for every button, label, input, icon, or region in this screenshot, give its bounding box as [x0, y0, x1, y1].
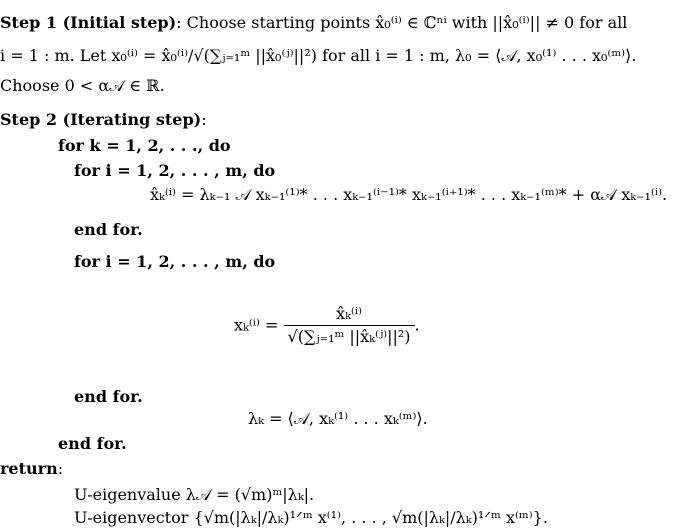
for-i-loop-2: for i = 1, 2, . . . , m, do [74, 252, 276, 271]
step1-line3: Choose 0 < α𝒜 ∈ ℝ. [0, 76, 165, 95]
norm-lhs: xₖ⁽ⁱ⁾ = [234, 315, 279, 335]
end-for-1: end for. [74, 220, 143, 239]
for-i-loop-1: for i = 1, 2, . . . , m, do [74, 161, 276, 180]
fraction-bar [284, 325, 415, 326]
step1-line1-text: : Choose starting points x̂₀⁽ⁱ⁾ ∈ ℂⁿⁱ with ||x̂₀⁽ⁱ⁾|| ≠ 0 for all [176, 13, 628, 32]
return-heading [0, 461, 63, 477]
lambda-update: λₖ = ⟨𝒜, xₖ⁽¹⁾ . . . xₖ⁽ᵐ⁾⟩. [248, 409, 428, 428]
eigenvalue-line: U-eigenvalue λ𝒜 = (√m)ᵐ|λₖ|. [74, 485, 315, 504]
for-k-loop: for k = 1, 2, . . ., do [58, 136, 231, 155]
step1-line2: i = 1 : m. Let x₀⁽ⁱ⁾ = x̂₀⁽ⁱ⁾/√(∑ⱼ₌₁ᵐ ||x̂₀⁽ʲ⁾||²) for all i = 1 : m, λ₀ = ⟨𝒜, x₀⁽¹⁾ . . . x₀⁽ᵐ⁾⟩. [0, 46, 637, 65]
norm-period: . [414, 315, 420, 335]
norm-denominator: √(∑ⱼ₌₁ᵐ ||x̂ₖ⁽ʲ⁾||²) [287, 326, 411, 346]
step2-colon: : [201, 110, 207, 129]
norm-numerator: x̂ₖ⁽ⁱ⁾ [336, 304, 362, 323]
norm-fraction [284, 305, 415, 345]
return-label: return [0, 459, 58, 478]
eigenvector-line: U-eigenvector {√m(|λₖ|/λₖ)¹ᐟᵐ x⁽¹⁾, . . . , √m(|λₖ|/λₖ)¹ᐟᵐ x⁽ᵐ⁾}. [74, 508, 548, 527]
step1-label: Step 1 (Initial step) [0, 13, 177, 32]
end-for-2: end for. [74, 387, 143, 406]
step2-label: Step 2 (Iterating step) [0, 110, 202, 129]
normalization-equation [234, 305, 420, 345]
step2-heading [0, 112, 207, 128]
update-equation: x̂ₖ⁽ⁱ⁾ = λₖ₋₁ 𝒜 xₖ₋₁⁽¹⁾* . . . xₖ₋₁⁽ⁱ⁻¹⁾* xₖ₋₁⁽ⁱ⁺¹⁾* . . . xₖ₋₁⁽ᵐ⁾* + α𝒜 xₖ₋₁⁽ⁱ⁾. [150, 185, 668, 204]
end-for-3: end for. [58, 434, 127, 453]
step1-line1 [0, 15, 627, 31]
return-colon: : [57, 459, 64, 478]
